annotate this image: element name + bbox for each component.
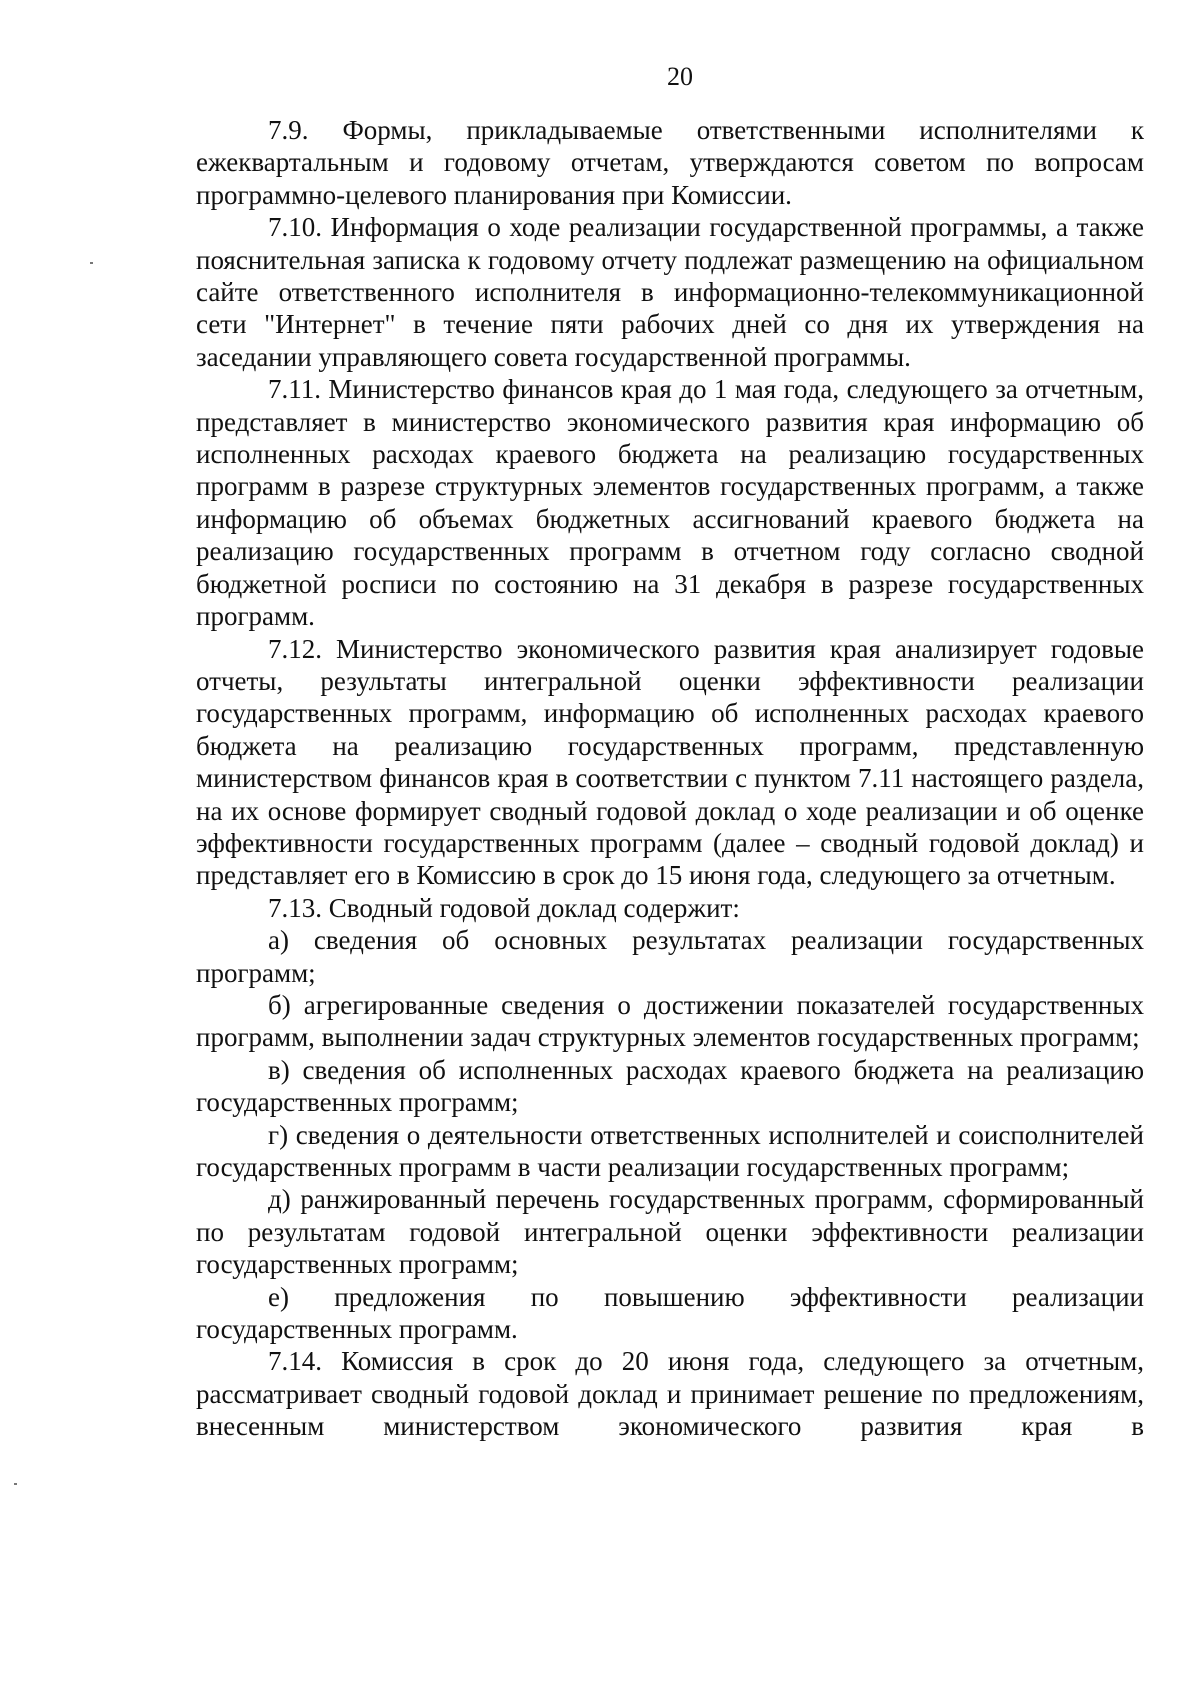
- list-item-e: е) предложения по повышению эффективности реализации государственных программ.: [196, 1281, 1144, 1345]
- list-item-b: б) агрегированные сведения о достижении показателей государственных программ, выполнении задач структурных элементов государственных программ;: [196, 989, 1144, 1053]
- paragraph-7-9: 7.9. Формы, прикладываемые ответственными исполнителями к ежеквартальным и годовому отчетам, утверждаются советом по вопросам программно-целевого планирования при Комиссии.: [196, 115, 1144, 210]
- paragraph-7-14: 7.14. Комиссия в срок до 20 июня года, следующего за отчетным, рассматривает сводный годовой доклад и принимает решение по предложениям, внесенным министерством экономического развития края в: [196, 1346, 1144, 1442]
- page-number: 20: [667, 62, 693, 91]
- list-item-d: д) ранжированный перечень государственных программ, сформированный по результатам годовой интегральной оценки эффективности реализации государственных программ;: [196, 1184, 1144, 1280]
- list-item-g: г) сведения о деятельности ответственных исполнителей и соисполнителей государственных программ в части реализации государственных программ;: [196, 1119, 1144, 1182]
- list-item-v: в) сведения об исполненных расходах краевого бюджета на реализацию государственных программ;: [196, 1054, 1144, 1118]
- scan-speck: [90, 262, 93, 264]
- paragraph-7-10: 7.10. Информация о ходе реализации государственной программы, а также пояснительная записка к годовому отчету подлежат размещению на официальном сайте ответственного исполнителя в информационно-телекоммуникационной сети "Интернет" в течение пяти рабочих дней со дня их утверждения на заседании управляющего совета государственной программы.: [196, 212, 1144, 372]
- paragraph-7-11: 7.11. Министерство финансов края до 1 мая года, следующего за отчетным, представляет в министерство экономического развития края информацию об исполненных расходах краевого бюджета на реализацию государственных программ в разрезе структурных элементов государственных программ, а также информацию об объемах бюджетных ассигнований краевого бюджета на реализацию государственных программ в отчетном году согласно сводной бюджетной росписи по состоянию на 31 декабря в разрезе государственных программ.: [196, 374, 1144, 632]
- paragraph-7-13: 7.13. Сводный годовой доклад содержит:: [268, 892, 740, 923]
- paragraph-7-12: 7.12. Министерство экономического развития края анализирует годовые отчеты, результаты интегральной оценки эффективности реализации государственных программ, информацию об исполненных расходах краевого бюджета на реализацию государственных программ, представленную министерством финансов края в соответствии с пунктом 7.11 настоящего раздела, на их основе формирует сводный годовой доклад о ходе реализации и об оценке эффективности государственных программ (далее – сводный годовой доклад) и представляет его в Комиссию в срок до 15 июня года, следующего за отчетным.: [196, 633, 1144, 891]
- document-body: [196, 114, 1144, 1443]
- scan-speck: [14, 1483, 17, 1485]
- list-item-a: а) сведения об основных результатах реализации государственных программ;: [196, 925, 1144, 988]
